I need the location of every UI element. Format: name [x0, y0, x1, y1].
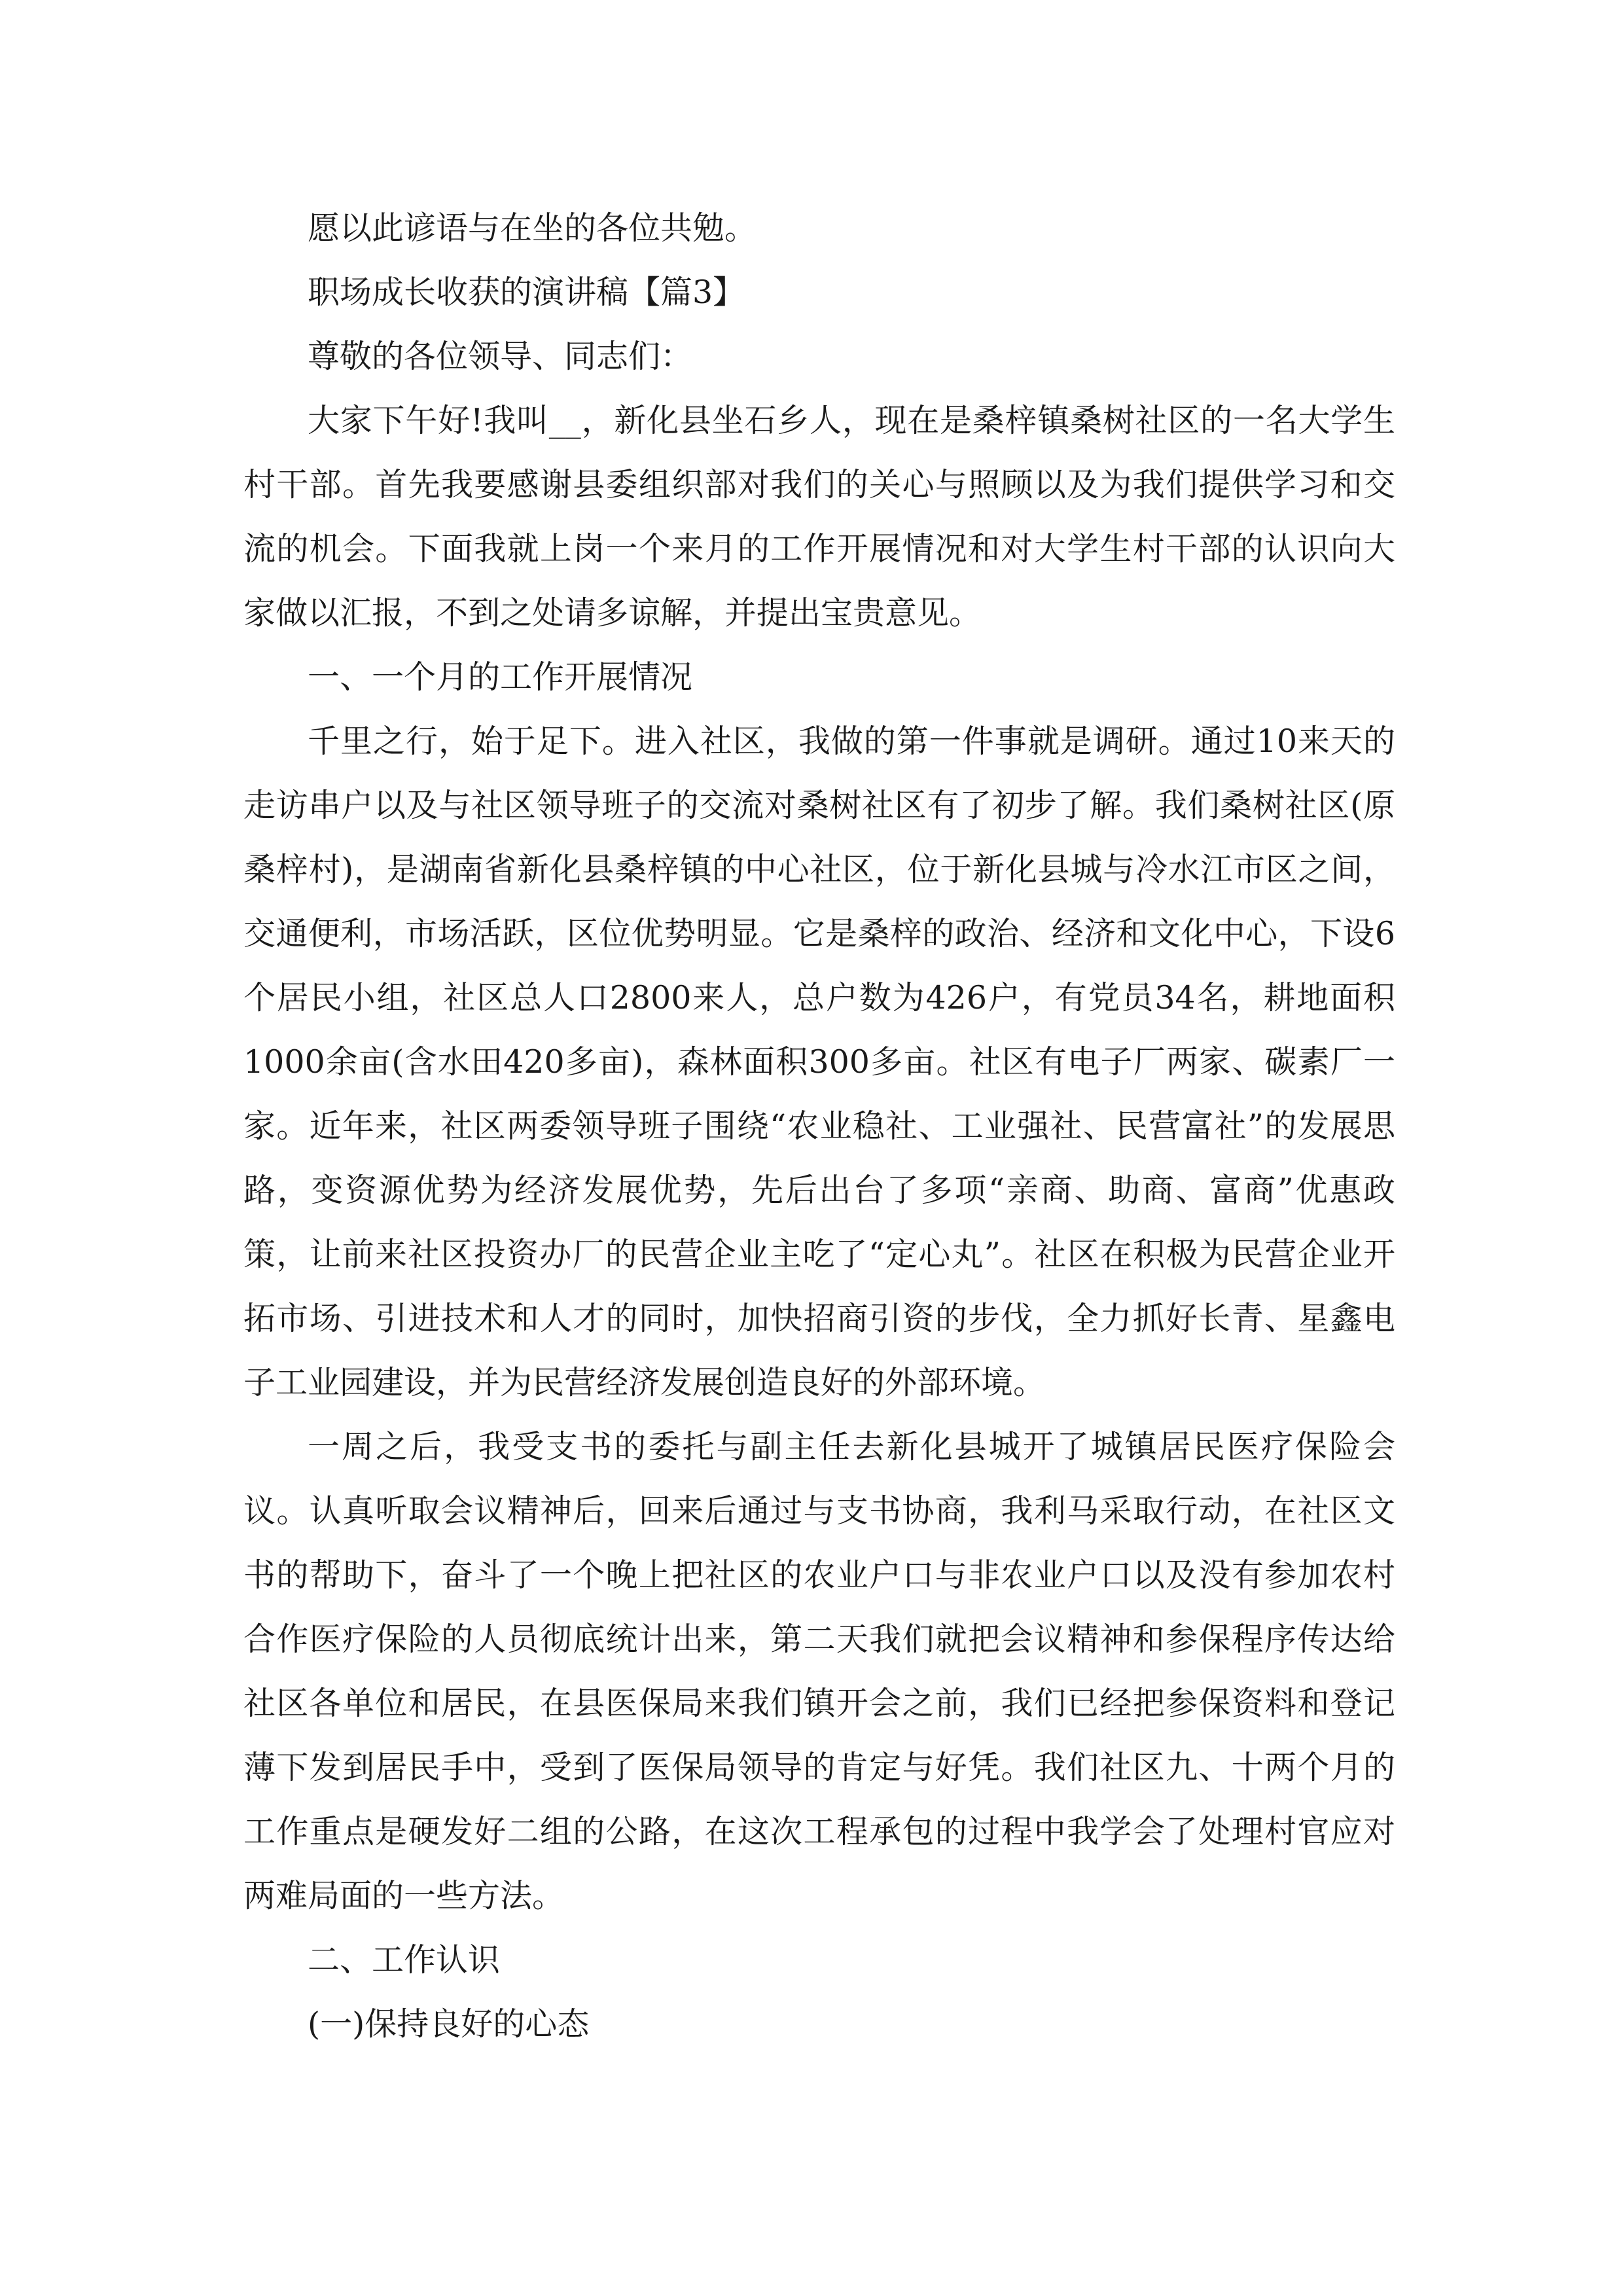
- intro-paragraph: 大家下午好!我叫__，新化县坐石乡人，现在是桑梓镇桑树社区的一名大学生村干部。首先我要感谢县委组织部对我们的关心与照顾以及为我们提供学习和交流的机会。下面我就上岗一个来月的工作开展情况和对大学生村干部的认识向大家做以汇报，不到之处请多谅解，并提出宝贵意见。: [243, 402, 1395, 632]
- document-body: [243, 196, 1395, 2056]
- heading-work-progress: 一、一个月的工作开展情况: [308, 658, 693, 696]
- community-paragraph: 千里之行，始于足下。进入社区，我做的第一件事就是调研。通过10来天的走访串户以及与社区领导班子的交流对桑树社区有了初步了解。我们桑树社区(原桑梓村)，是湖南省新化县桑梓镇的中心社区，位于新化县城与冷水江市区之间，交通便利，市场活跃，区位优势明显。它是桑梓的政治、经济和文化中心，下设6个居民小组，社区总人口2800来人，总户数为426户，有党员34名，耕地面积1000余亩(含水田420多亩)，森林面积300多亩。社区有电子厂两家、碳素厂一家。近年来，社区两委领导班子围绕“农业稳社、工业强社、民营富社”的发展思路，变资源优势为经济发展优势，先后出台了多项“亲商、助商、富商”优惠政策，让前来社区投资办厂的民营企业主吃了“定心丸”。社区在积极为民营企业开拓市场、引进技术和人才的同时，加快招商引资的步伐，全力抓好长青、星鑫电子工业园建设，并为民营经济发展创造良好的外部环境。: [243, 723, 1395, 1401]
- closing-line: 愿以此谚语与在坐的各位共勉。: [308, 209, 757, 247]
- heading-work-understanding: 二、工作认识: [308, 1941, 501, 1979]
- insurance-paragraph: 一周之后，我受支书的委托与副主任去新化县城开了城镇居民医疗保险会议。认真听取会议精神后，回来后通过与支书协商，我利马采取行动，在社区文书的帮助下，奋斗了一个晚上把社区的农业户口与非农业户口以及没有参加农村合作医疗保险的人员彻底统计出来，第二天我们就把会议精神和参保程序传达给社区各单位和居民，在县医保局来我们镇开会之前，我们已经把参保资料和登记薄下发到居民手中，受到了医保局领导的肯定与好凭。我们社区九、十两个月的工作重点是硬发好二组的公路，在这次工程承包的过程中我学会了处理村官应对两难局面的一些方法。: [243, 1428, 1395, 1914]
- subheading-good-attitude: (一)保持良好的心态: [308, 2005, 590, 2043]
- salutation: 尊敬的各位领导、同志们：: [308, 338, 693, 375]
- section-title: 职场成长收获的演讲稿【篇3】: [308, 274, 745, 311]
